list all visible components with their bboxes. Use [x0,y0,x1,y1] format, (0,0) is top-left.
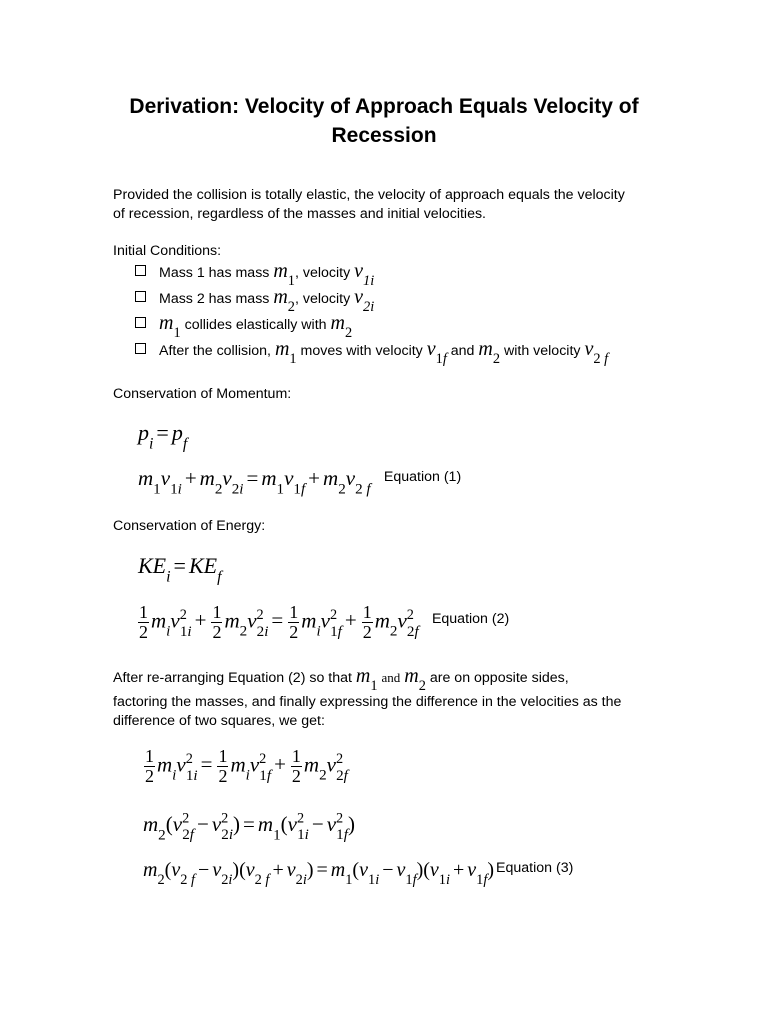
checkbox-square-icon [135,291,146,302]
condition-item: Mass 2 has mass $m_2$, velocity $v_{2i}$ [135,286,374,310]
initial-conditions-heading: Initial Conditions: [113,243,222,259]
rearrange-line-1: After re-arranging Equation (2) so that $m_1$ and $m_2$ are on opposite sides, [113,665,569,694]
rearranged-energy-equation: $\frac{1}{2}$ $m_iv^2_{1i}$ = $\frac{1}{2}$ $m_iv^2_{1f}$ + $\frac{1}{2}$ $m_2v^2_{2f}$ [145,746,348,786]
condition-item: After the collision, $m_1$ moves with velocity $v_{1f}$ and $m_2$ with velocity $v_{2 f}$ [135,338,608,362]
equation-1-label: Equation (1) [383,469,462,485]
checkbox-square-icon [135,265,146,276]
energy-heading: Conservation of Energy: [113,518,266,534]
condition-item: $m_1$ collides elastically with $m_2$ [135,312,352,336]
condition-item: Mass 1 has mass $m_1$, velocity $v_{1i}$ [135,260,374,284]
energy-equation: $KE_i = KE_f$ [138,553,222,586]
factored-mass-equation: $m_2(v^2_{2f} - v^2_{2i}) = m_1(v^2_{1i} - v^2_{1f})$ [143,810,355,844]
equation-3-label: Equation (3) [496,860,574,876]
checkbox-square-icon [135,317,146,328]
intro-paragraph: Provided the collision is totally elastic, the velocity of approach equals the velocity of recession, regardless of the masses and initial velocities. [113,187,625,222]
page-title: Derivation: Velocity of Approach Equals Velocity of Recession [129,95,639,147]
checkbox-square-icon [135,343,146,354]
equation-2-label: Equation (2) [431,611,510,628]
equation-3: $m_2(v_{2 f} - v_{2i})(v_{2 f} + v_{2i}) = m_1(v_{1i} - v_{1f})(v_{1i} + v_{1f})$ $^{Equation (3)}$ [143,859,574,888]
momentum-heading: Conservation of Momentum: [113,386,292,402]
equation-2: $\frac{1}{2}$ $m_iv^2_{1i}$ + $\frac{1}{2}$ $m_2v^2_{2i}$ = $\frac{1}{2}$ $m_iv^2_{1f}$ + $\frac{1}{2}$ $m_2v^2_{2f}$ Equation (2) [139,602,510,642]
rearrange-paragraph: factoring the masses, and finally expressing the difference in the velocities as the difference of two squares, we get: [113,694,622,729]
momentum-equation: $p_i = p_f$ [138,420,188,453]
equation-1: $m_1v_{1i} + m_2v_{2i} = m_1v_{1f} + m_2v_{2 f}$ Equation (1) [138,466,462,498]
